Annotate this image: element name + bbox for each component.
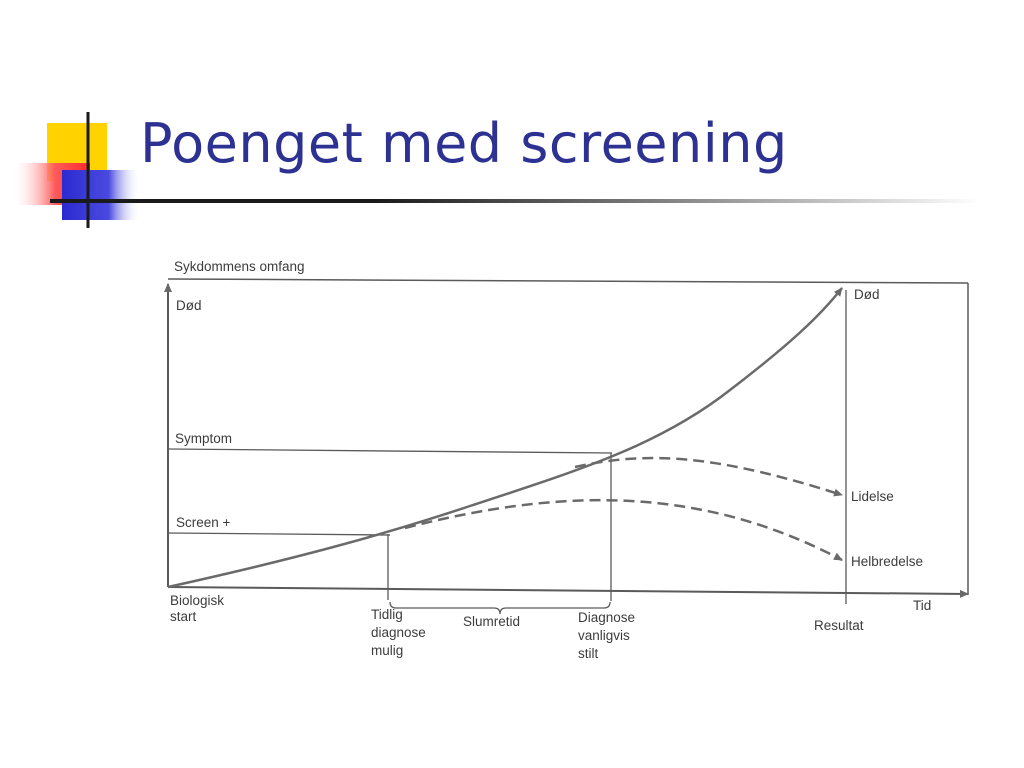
slide-title: Poenget med screening (140, 112, 788, 175)
latency-brace (390, 602, 610, 614)
outcome-death-label: Død (854, 287, 880, 302)
y-axis-label: Sykdommens omfang (174, 259, 305, 274)
x-axis (168, 587, 968, 594)
usual-diagnosis-label-line1: Diagnose (578, 610, 636, 625)
x-axis-label: Tid (913, 598, 932, 613)
outcome-cure-label: Helbredelse (851, 554, 924, 569)
frame-top-line (168, 279, 968, 283)
latency-label: Slumretid (463, 614, 521, 629)
early-diagnosis-label-line1: Tidlig (371, 607, 403, 622)
y-level-death-label: Død (176, 298, 202, 313)
screen-level-line (168, 533, 390, 535)
start-label-line2: start (170, 609, 197, 624)
suffering-outcome-curve (575, 458, 842, 495)
usual-diagnosis-label-line3: stilt (578, 646, 599, 661)
early-diagnosis-label-line3: mulig (371, 643, 404, 658)
start-label-line1: Biologisk (170, 593, 225, 608)
y-level-symptom-label: Symptom (175, 431, 233, 446)
disease-progression-curve (168, 288, 842, 587)
early-diagnosis-label-line2: diagnose (371, 625, 426, 640)
cure-outcome-curve (405, 500, 842, 560)
usual-diagnosis-label-line2: vanligvis (578, 628, 630, 643)
y-level-screen-label: Screen + (176, 515, 231, 530)
result-label: Resultat (814, 618, 864, 633)
symptom-level-line (168, 449, 612, 453)
outcome-suffering-label: Lidelse (851, 489, 894, 504)
